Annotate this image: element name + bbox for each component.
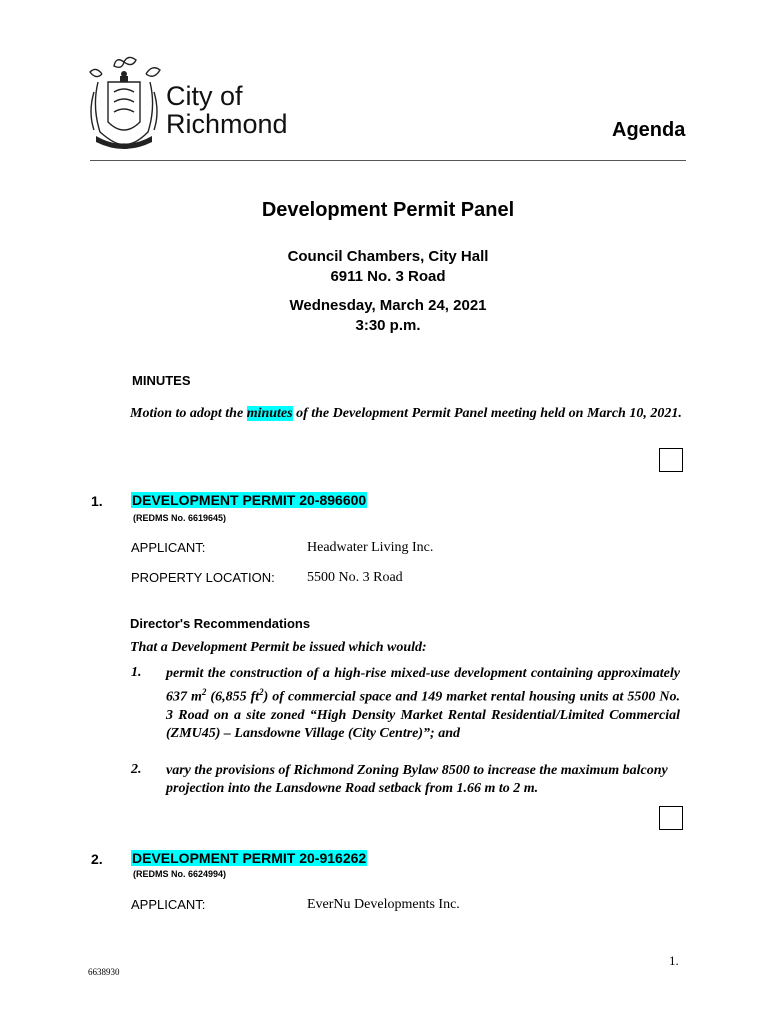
minutes-motion <box>130 404 686 423</box>
recommendation-1-sup1: 2 <box>201 687 207 698</box>
item-1-title-text: DEVELOPMENT PERMIT 20-896600 <box>132 492 367 508</box>
venue-line2: 6911 No. 3 Road <box>330 268 446 285</box>
recommendation-1-sup2: 2 <box>259 687 264 698</box>
meeting-date: Wednesday, March 24, 2021 <box>289 297 487 314</box>
document-id: 6638930 <box>88 967 120 977</box>
item-2-redms: (REDMS No. 6624994) <box>133 869 227 879</box>
page-title: Development Permit Panel <box>261 199 515 221</box>
item-2-applicant-label: APPLICANT: <box>131 897 206 912</box>
item-2-number: 2. <box>91 851 103 867</box>
meeting-time: 3:30 p.m. <box>355 317 421 334</box>
item-1-redms: (REDMS No. 6619645) <box>133 513 227 523</box>
item-2-applicant: EverNu Developments Inc. <box>307 897 460 912</box>
item-1-location-label: PROPERTY LOCATION: <box>131 570 275 585</box>
item-1-checkbox[interactable] <box>659 806 683 830</box>
city-name <box>166 82 288 138</box>
item-2-title <box>131 850 367 868</box>
item-1-title <box>131 492 367 510</box>
venue <box>90 247 686 287</box>
city-name-line1: City of <box>166 81 243 111</box>
header-divider <box>90 160 686 161</box>
venue-line1: Council Chambers, City Hall <box>287 248 489 265</box>
city-name-line2: Richmond <box>166 109 288 139</box>
item-1-recommendations-heading: Director's Recommendations <box>130 616 311 631</box>
item-1-location: 5500 No. 3 Road <box>307 570 403 585</box>
recommendation-1-text <box>166 665 680 743</box>
item-1-applicant-label: APPLICANT: <box>131 540 206 555</box>
document-type: Agenda <box>612 119 686 141</box>
recommendation-1-part3: ) of commercial space and 149 market rental housing units at 5500 No. 3 Road on a site zoned “High Density Market Rental Residential/Limited Commercial (ZMU45) – Lansdowne Village (City Centre)”; and <box>166 689 681 742</box>
recommendation-2-text: vary the provisions of Richmond Zoning Bylaw 8500 to increase the maximum balcony projection into the Lansdowne Road setback from 1.66 m to 2 m. <box>166 763 668 797</box>
page-number: 1. <box>669 953 679 968</box>
motion-highlight: minutes <box>246 406 293 421</box>
item-1-number: 1. <box>91 493 103 509</box>
recommendation-1-part1: permit the construction of a high-rise mixed-use development containing approximately 637 m <box>166 666 680 705</box>
recommendation-1-part2: (6,855 ft <box>206 689 260 705</box>
motion-text-before: Motion to adopt the <box>130 406 247 421</box>
schedule <box>90 296 686 336</box>
item-1-recommendations-lead: That a Development Permit be issued which would: <box>130 640 427 655</box>
recommendation-1-number: 1. <box>131 665 142 680</box>
motion-text-after: of the Development Permit Panel meeting held on March 10, 2021. <box>292 406 682 421</box>
item-1-applicant: Headwater Living Inc. <box>307 540 434 555</box>
minutes-checkbox[interactable] <box>659 448 683 472</box>
item-2-title-text: DEVELOPMENT PERMIT 20-916262 <box>132 850 367 866</box>
recommendation-2-number: 2. <box>131 762 142 777</box>
minutes-heading: MINUTES <box>132 373 191 388</box>
